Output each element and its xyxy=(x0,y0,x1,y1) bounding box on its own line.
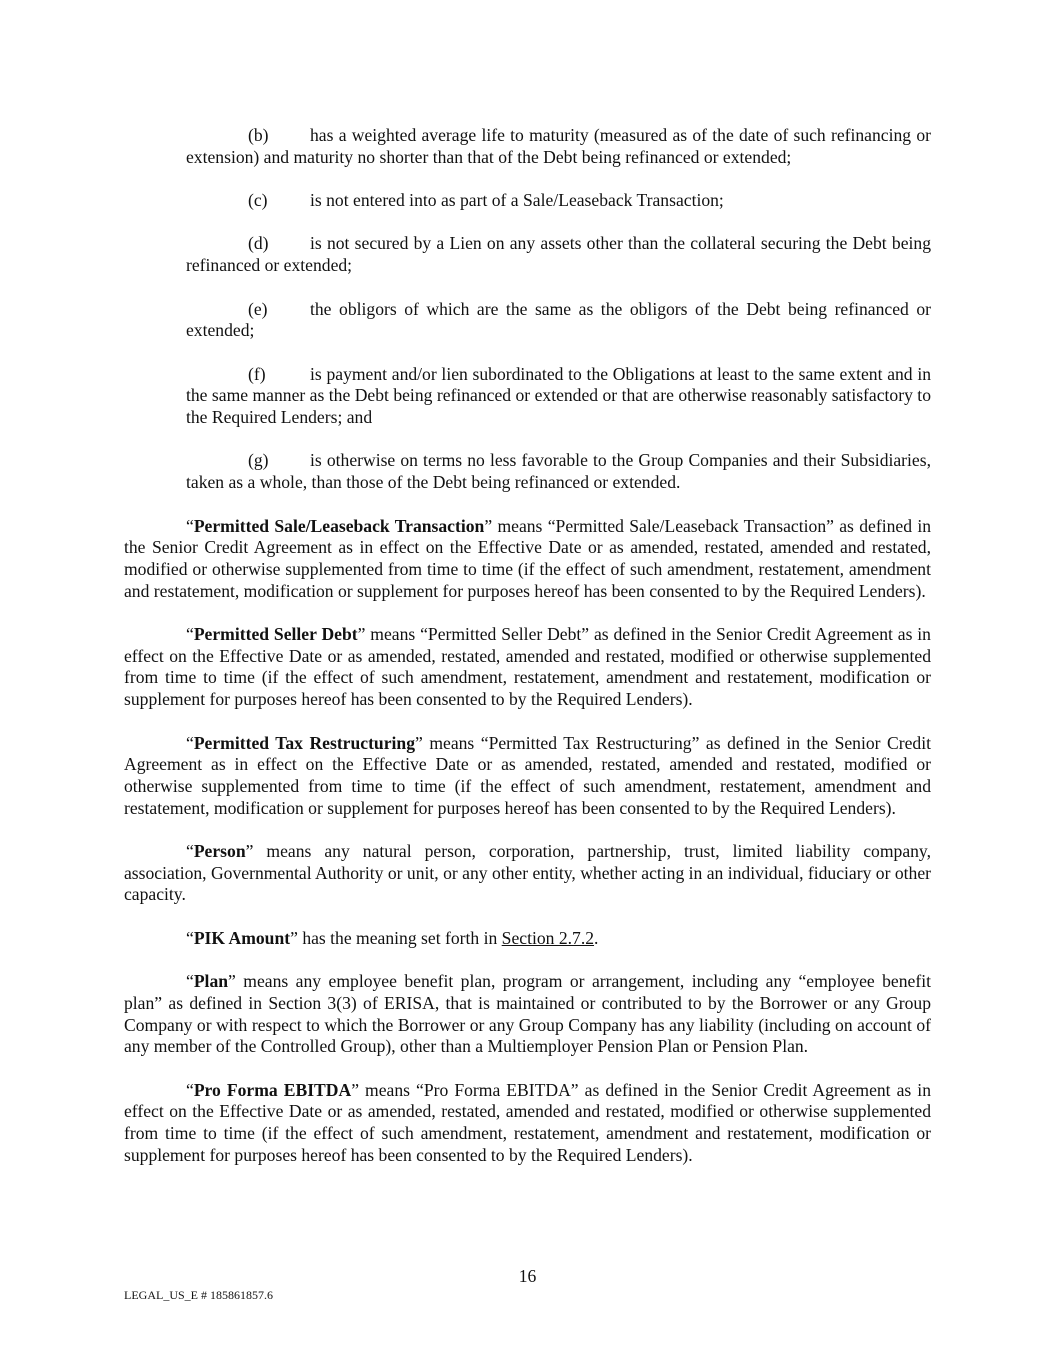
defined-term: PIK Amount xyxy=(193,927,291,948)
clause-b xyxy=(186,125,931,168)
clause-text: the obligors of which are the same as the obligors of the Debt being refinanced or extended; xyxy=(186,298,931,341)
open-quote: “ xyxy=(186,841,194,862)
clause-text: has a weighted average life to maturity (measured as of the date of such refinancing or extension) and maturity no shorter than that of the Debt being refinanced or extended; xyxy=(186,125,931,167)
document-body xyxy=(124,125,931,1188)
definition-text: ” means “Permitted Seller Debt” as defined in the Senior Credit Agreement as in effect on the Effective Date or as amended, restated, amended and restated, modified or otherwise supplemented from time to time (if the effect of such amendment, restatement, amendment and restatement, modification or supplement for purposes hereof has been consented to by the Required Lenders). xyxy=(124,624,931,710)
clause-text: is otherwise on terms no less favorable to the Group Companies and their Subsidiaries, taken as a whole, than those of the Debt being refinanced or extended. xyxy=(186,450,931,493)
defined-term: Permitted Tax Restructuring xyxy=(193,732,415,753)
definition-text: ” means any employee benefit plan, program or arrangement, including any “employee benefit plan” as defined in Section 3(3) of ERISA, that is maintained or contributed to by the Borrower or any Group Company or with respect to which the Borrower or any Group Company has any liability (including on account of any member of the Controlled Group), other than a Multiemployer Pension Plan or Pension Plan. xyxy=(124,971,931,1057)
section-reference-link[interactable]: Section 2.7.2 xyxy=(501,927,595,948)
definition-plan xyxy=(124,971,931,1058)
defined-term: Permitted Sale/Leaseback Transaction xyxy=(193,515,485,536)
clause-label: (d) xyxy=(248,233,269,254)
open-quote: “ xyxy=(186,1079,194,1100)
clause-f xyxy=(186,364,931,429)
definition-permitted-sale-leaseback-transaction xyxy=(124,516,931,603)
definition-text: ” means any natural person, corporation, partnership, trust, limited liability company, association, Governmental Authority or unit, or any other entity, whether acting in an individual, fiduciary or other capacity. xyxy=(124,841,931,905)
definition-permitted-seller-debt xyxy=(124,624,931,711)
clause-g xyxy=(186,450,931,493)
defined-term: Person xyxy=(193,841,246,862)
open-quote: “ xyxy=(186,732,194,753)
open-quote: “ xyxy=(186,927,194,948)
clause-label: (f) xyxy=(248,363,266,384)
definition-permitted-tax-restructuring xyxy=(124,733,931,820)
clause-e xyxy=(186,299,931,342)
clause-label: (c) xyxy=(248,190,268,211)
open-quote: “ xyxy=(186,515,194,536)
defined-term: Plan xyxy=(193,971,229,992)
open-quote: “ xyxy=(186,971,194,992)
definition-pro-forma-ebitda xyxy=(124,1080,931,1167)
clause-d xyxy=(186,233,931,276)
open-quote: “ xyxy=(186,624,194,645)
clause-text: is not entered into as part of a Sale/Leaseback Transaction; xyxy=(310,190,724,211)
definition-text: ” means “Pro Forma EBITDA” as defined in the Senior Credit Agreement as in effect on the Effective Date or as amended, restated, amended and restated, modified or otherwise supplemented from time to time (if the effect of such amendment, restatement, amendment and restatement, modification or supplement for purposes hereof has been consented to by the Required Lenders). xyxy=(124,1079,931,1165)
definition-person xyxy=(124,841,931,906)
defined-term: Permitted Seller Debt xyxy=(193,624,358,645)
clause-text: is payment and/or lien subordinated to the Obligations at least to the same extent and in the same manner as the Debt being refinanced or extended or that are otherwise reasonably satisfactory to the Required Lenders; and xyxy=(186,363,931,428)
clause-label: (b) xyxy=(248,125,269,145)
document-footer-id: LEGAL_US_E # 185861857.6 xyxy=(124,1288,273,1302)
definition-pik-amount xyxy=(124,928,931,950)
definition-text: ” has the meaning set forth in xyxy=(290,927,502,948)
definition-text: ” means “Permitted Tax Restructuring” as defined in the Senior Credit Agreement as in effect on the Effective Date or as amended, restated, amended and restated, modified or otherwise supplemented from time to time (if the effect of such amendment, restatement, amendment and restatement, modification or supplement for purposes hereof has been consented to by the Required Lenders). xyxy=(124,732,931,818)
definition-text: ” means “Permitted Sale/Leaseback Transaction” as defined in the Senior Credit Agreement as in effect on the Effective Date or as amended, restated, amended and restated, modified or otherwise supplemented from time to time (if the effect of such amendment, restatement, amendment and restatement, modification or supplement for purposes hereof has been consented to by the Required Lenders). xyxy=(124,515,932,601)
clause-label: (g) xyxy=(248,450,269,471)
defined-term: Pro Forma EBITDA xyxy=(193,1079,352,1100)
definition-tail: . xyxy=(594,927,599,948)
clause-label: (e) xyxy=(248,298,268,319)
clause-c xyxy=(186,190,931,212)
page-number: 16 xyxy=(518,1266,537,1286)
clause-text: is not secured by a Lien on any assets other than the collateral securing the Debt being refinanced or extended; xyxy=(186,233,931,276)
